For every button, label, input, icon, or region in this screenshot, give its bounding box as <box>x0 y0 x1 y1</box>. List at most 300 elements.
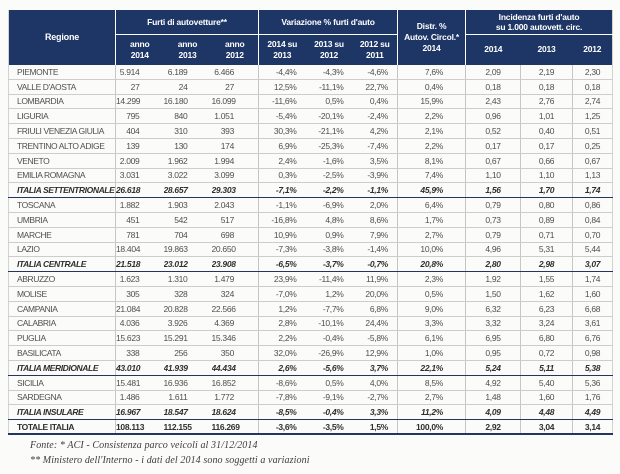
inc-2013-cell: 1,70 <box>521 183 573 198</box>
inc-2014-cell: 3,32 <box>466 316 521 331</box>
inc-2014-cell: 1,92 <box>466 272 521 287</box>
var-2012-2011-cell: 24,4% <box>353 316 398 331</box>
region-name-cell: ITALIA MERIDIONALE <box>9 360 116 375</box>
inc-2013-cell: 3,04 <box>521 420 573 435</box>
column-group-incidenza <box>466 10 613 35</box>
var-2014-2013-cell: 12,5% <box>259 79 306 94</box>
column-group-variazione: Variazione % furti d'auto <box>259 10 398 35</box>
inc-2014-cell: 1,50 <box>466 286 521 301</box>
var-2014-2013-cell: -3,6% <box>259 420 306 435</box>
table-row <box>9 301 613 316</box>
inc-2014-cell: 2,43 <box>466 94 521 109</box>
distr-2014-cell: 1,0% <box>398 346 466 361</box>
var-2013-2012-cell: -1,6% <box>306 153 353 168</box>
var-2012-2011-cell: -1,4% <box>353 242 398 257</box>
inc-2012-cell: 3,61 <box>573 316 613 331</box>
furti-2012-cell: 116.269 <box>212 420 259 435</box>
region-name-cell: MARCHE <box>9 227 116 242</box>
inc-2014-cell: 0,79 <box>466 198 521 213</box>
table-row <box>9 257 613 272</box>
distr-2014-cell: 2,7% <box>398 390 466 405</box>
inc-2013-cell: 1,55 <box>521 272 573 287</box>
var-2012-2011-cell: 3,7% <box>353 360 398 375</box>
furti-2013-cell: 328 <box>164 286 212 301</box>
inc-2013-cell: 5,40 <box>521 375 573 390</box>
region-name-cell: LOMBARDIA <box>9 94 116 109</box>
var-2014-2013-cell: -8,5% <box>259 405 306 420</box>
table-row <box>9 65 613 80</box>
inc-2013-cell: 4,48 <box>521 405 573 420</box>
var-2012-2011-cell: 3,3% <box>353 405 398 420</box>
furti-2012-cell: 4.369 <box>212 316 259 331</box>
column-header-inc-2014: 2014 <box>466 35 521 65</box>
furti-2012-cell: 27 <box>212 79 259 94</box>
furti-2013-cell: 3.926 <box>164 316 212 331</box>
inc-2014-cell: 4,92 <box>466 375 521 390</box>
table-row <box>9 375 613 390</box>
var-2014-2013-cell: 2,8% <box>259 316 306 331</box>
var-2012-2011-cell: 1,5% <box>353 420 398 435</box>
distr-2014-cell: 2,2% <box>398 109 466 124</box>
var-2012-2011-cell: -0,7% <box>353 257 398 272</box>
distr-2014-cell: 100,0% <box>398 420 466 435</box>
inc-2012-cell: 0,86 <box>573 198 613 213</box>
var-2013-2012-cell: -6,9% <box>306 198 353 213</box>
region-name-cell: TOSCANA <box>9 198 116 213</box>
furti-2014-cell: 21.084 <box>116 301 164 316</box>
inc-2012-cell: 0,67 <box>573 153 613 168</box>
table-row <box>9 360 613 375</box>
var-2014-2013-cell: 2,2% <box>259 331 306 346</box>
inc-2014-cell: 0,96 <box>466 109 521 124</box>
var-2012-2011-cell: -7,4% <box>353 138 398 153</box>
inc-2014-cell: 6,95 <box>466 331 521 346</box>
distr-2014-cell: 45,9% <box>398 183 466 198</box>
inc-2013-cell: 0,40 <box>521 124 573 139</box>
furti-2013-cell: 24 <box>164 79 212 94</box>
inc-2013-cell: 2,98 <box>521 257 573 272</box>
var-2014-2013-cell: 2,4% <box>259 153 306 168</box>
inc-2012-cell: 0,98 <box>573 346 613 361</box>
inc-2013-cell: 0,72 <box>521 346 573 361</box>
inc-2012-cell: 4,49 <box>573 405 613 420</box>
furti-2012-cell: 44.434 <box>212 360 259 375</box>
inc-2014-cell: 4,09 <box>466 405 521 420</box>
distr-2014-cell: 7,4% <box>398 168 466 183</box>
var-2013-2012-cell: 1,2% <box>306 286 353 301</box>
furti-2013-cell: 6.189 <box>164 65 212 80</box>
furti-2012-cell: 16.852 <box>212 375 259 390</box>
inc-2012-cell: 5,36 <box>573 375 613 390</box>
furti-2013-cell: 16.936 <box>164 375 212 390</box>
incidenza-line-1: Incidenza furti d'auto <box>498 12 580 22</box>
var-2013-2012-cell: 4,8% <box>306 212 353 227</box>
table-row <box>9 198 613 213</box>
table-row <box>9 420 613 435</box>
footnote-line-2: ** Ministero dell'Interno - i dati del 2014 sono soggetti a variazioni <box>30 454 310 466</box>
var-2014-2013-cell: 6,9% <box>259 138 306 153</box>
var-2014-2013-cell: -11,6% <box>259 94 306 109</box>
inc-2014-cell: 2,92 <box>466 420 521 435</box>
inc-2013-cell: 5,31 <box>521 242 573 257</box>
inc-2013-cell: 2,76 <box>521 94 573 109</box>
column-header-inc-2012: 2012 <box>573 35 613 65</box>
table-row <box>9 212 613 227</box>
distr-line-1: Distr. % <box>416 21 447 32</box>
region-name-cell: VALLE D'AOSTA <box>9 79 116 94</box>
furti-2012-cell: 6.466 <box>212 65 259 80</box>
inc-2013-cell: 0,89 <box>521 212 573 227</box>
furti-2014-cell: 108.113 <box>116 420 164 435</box>
furti-2012-cell: 1.772 <box>212 390 259 405</box>
region-name-cell: LIGURIA <box>9 109 116 124</box>
inc-2012-cell: 0,84 <box>573 212 613 227</box>
furti-2014-cell: 21.518 <box>116 257 164 272</box>
furti-2012-cell: 324 <box>212 286 259 301</box>
furti-2013-cell: 704 <box>164 227 212 242</box>
furti-2014-cell: 404 <box>116 124 164 139</box>
var-2013-2012-cell: -0,4% <box>306 405 353 420</box>
furti-2014-cell: 5.914 <box>116 65 164 80</box>
furti-2012-cell: 18.624 <box>212 405 259 420</box>
furti-2013-cell: 130 <box>164 138 212 153</box>
inc-2014-cell: 0,52 <box>466 124 521 139</box>
inc-2012-cell: 0,25 <box>573 138 613 153</box>
var-2013-2012-cell: -2,5% <box>306 168 353 183</box>
furti-2012-cell: 517 <box>212 212 259 227</box>
var-2012-2011-cell: -4,6% <box>353 65 398 80</box>
var-2013-2012-cell: 0,5% <box>306 94 353 109</box>
inc-2013-cell: 0,18 <box>521 79 573 94</box>
inc-2014-cell: 2,09 <box>466 65 521 80</box>
inc-2012-cell: 2,30 <box>573 65 613 80</box>
region-name-cell: TOTALE ITALIA <box>9 420 116 435</box>
furti-2014-cell: 795 <box>116 109 164 124</box>
distr-2014-cell: 7,6% <box>398 65 466 80</box>
distr-2014-cell: 10,0% <box>398 242 466 257</box>
inc-2013-cell: 6,80 <box>521 331 573 346</box>
var-2014-2013-cell: 10,9% <box>259 227 306 242</box>
inc-2013-cell: 2,19 <box>521 65 573 80</box>
furti-2014-cell: 15.623 <box>116 331 164 346</box>
table-row <box>9 331 613 346</box>
furti-2012-cell: 16.099 <box>212 94 259 109</box>
furti-2014-cell: 781 <box>116 227 164 242</box>
var-2012-2011-cell: -5,8% <box>353 331 398 346</box>
distr-2014-cell: 20,8% <box>398 257 466 272</box>
furti-2012-cell: 20.650 <box>212 242 259 257</box>
furti-2013-cell: 1.962 <box>164 153 212 168</box>
inc-2012-cell: 5,38 <box>573 360 613 375</box>
var-2013-2012-cell: 0,5% <box>306 375 353 390</box>
region-name-cell: EMILIA ROMAGNA <box>9 168 116 183</box>
distr-2014-cell: 2,7% <box>398 227 466 242</box>
region-name-cell: LAZIO <box>9 242 116 257</box>
var-2013-2012-cell: -3,7% <box>306 257 353 272</box>
distr-2014-cell: 6,4% <box>398 198 466 213</box>
furti-2012-cell: 1.994 <box>212 153 259 168</box>
column-header-furti-2013: anno 2013 <box>164 35 212 65</box>
region-name-cell: UMBRIA <box>9 212 116 227</box>
var-2013-2012-cell: -7,7% <box>306 301 353 316</box>
furti-2012-cell: 3.099 <box>212 168 259 183</box>
source-footnote <box>30 439 310 468</box>
table-row <box>9 109 613 124</box>
furti-2013-cell: 310 <box>164 124 212 139</box>
furti-2014-cell: 15.481 <box>116 375 164 390</box>
column-header-furti-2014: anno 2014 <box>116 35 164 65</box>
inc-2012-cell: 2,74 <box>573 94 613 109</box>
var-2012-2011-cell: -3,9% <box>353 168 398 183</box>
furti-2013-cell: 15.291 <box>164 331 212 346</box>
table-row <box>9 286 613 301</box>
column-header-inc-2013: 2013 <box>521 35 573 65</box>
inc-2013-cell: 5,11 <box>521 360 573 375</box>
distr-2014-cell: 8,1% <box>398 153 466 168</box>
inc-2013-cell: 1,10 <box>521 168 573 183</box>
column-header-var-2014-2013: 2014 su 2013 <box>259 35 306 65</box>
furti-2012-cell: 350 <box>212 346 259 361</box>
inc-2012-cell: 1,74 <box>573 272 613 287</box>
var-2012-2011-cell: -2,7% <box>353 390 398 405</box>
table-row <box>9 79 613 94</box>
region-name-cell: PIEMONTE <box>9 65 116 80</box>
table-row <box>9 242 613 257</box>
inc-2013-cell: 0,80 <box>521 198 573 213</box>
region-name-cell: ITALIA CENTRALE <box>9 257 116 272</box>
furti-2014-cell: 43.010 <box>116 360 164 375</box>
var-2012-2011-cell: 7,9% <box>353 227 398 242</box>
furti-2014-cell: 4.036 <box>116 316 164 331</box>
table-row <box>9 138 613 153</box>
var-2014-2013-cell: -6,5% <box>259 257 306 272</box>
furti-2013-cell: 18.547 <box>164 405 212 420</box>
var-2013-2012-cell: -5,6% <box>306 360 353 375</box>
table-row <box>9 153 613 168</box>
var-2013-2012-cell: -0,4% <box>306 331 353 346</box>
furti-2012-cell: 15.346 <box>212 331 259 346</box>
furti-2013-cell: 23.012 <box>164 257 212 272</box>
column-group-furti: Furti di autovetture** <box>116 10 259 35</box>
furti-2014-cell: 1.882 <box>116 198 164 213</box>
furti-2013-cell: 3.022 <box>164 168 212 183</box>
table-row <box>9 227 613 242</box>
distr-2014-cell: 0,5% <box>398 286 466 301</box>
distr-2014-cell: 3,3% <box>398 316 466 331</box>
inc-2014-cell: 4,96 <box>466 242 521 257</box>
var-2014-2013-cell: -7,8% <box>259 390 306 405</box>
var-2013-2012-cell: -26,9% <box>306 346 353 361</box>
furti-2013-cell: 840 <box>164 109 212 124</box>
var-2014-2013-cell: 30,3% <box>259 124 306 139</box>
var-2012-2011-cell: -1,1% <box>353 183 398 198</box>
var-2013-2012-cell: 0,9% <box>306 227 353 242</box>
furti-2014-cell: 18.404 <box>116 242 164 257</box>
inc-2012-cell: 1,60 <box>573 286 613 301</box>
region-name-cell: BASILICATA <box>9 346 116 361</box>
var-2012-2011-cell: 4,0% <box>353 375 398 390</box>
column-header-var-2013-2012: 2013 su 2012 <box>306 35 353 65</box>
car-theft-table <box>8 10 613 435</box>
region-name-cell: SARDEGNA <box>9 390 116 405</box>
furti-2014-cell: 451 <box>116 212 164 227</box>
distr-2014-cell: 2,2% <box>398 138 466 153</box>
furti-2014-cell: 139 <box>116 138 164 153</box>
inc-2012-cell: 1,74 <box>573 183 613 198</box>
distr-2014-cell: 22,1% <box>398 360 466 375</box>
region-name-cell: CAMPANIA <box>9 301 116 316</box>
region-name-cell: PUGLIA <box>9 331 116 346</box>
var-2012-2011-cell: 8,6% <box>353 212 398 227</box>
var-2014-2013-cell: -8,6% <box>259 375 306 390</box>
furti-2014-cell: 26.618 <box>116 183 164 198</box>
inc-2012-cell: 1,25 <box>573 109 613 124</box>
distr-line-3: 2014 <box>422 42 441 53</box>
var-2014-2013-cell: 0,3% <box>259 168 306 183</box>
var-2014-2013-cell: -7,0% <box>259 286 306 301</box>
var-2012-2011-cell: 0,4% <box>353 94 398 109</box>
incidenza-line-2: su 1.000 autovett. circ. <box>495 22 583 32</box>
table-row <box>9 183 613 198</box>
furti-2013-cell: 542 <box>164 212 212 227</box>
furti-2014-cell: 27 <box>116 79 164 94</box>
var-2013-2012-cell: -4,3% <box>306 65 353 80</box>
distr-2014-cell: 1,7% <box>398 212 466 227</box>
distr-2014-cell: 15,9% <box>398 94 466 109</box>
inc-2012-cell: 0,18 <box>573 79 613 94</box>
var-2012-2011-cell: 4,2% <box>353 124 398 139</box>
var-2014-2013-cell: 2,6% <box>259 360 306 375</box>
furti-2014-cell: 3.031 <box>116 168 164 183</box>
distr-2014-cell: 0,4% <box>398 79 466 94</box>
var-2014-2013-cell: 32,0% <box>259 346 306 361</box>
distr-line-2: Autov. Circol.* <box>404 31 459 42</box>
var-2014-2013-cell: 1,2% <box>259 301 306 316</box>
table-body <box>9 65 613 435</box>
inc-2012-cell: 6,68 <box>573 301 613 316</box>
distr-2014-cell: 6,1% <box>398 331 466 346</box>
inc-2012-cell: 3,07 <box>573 257 613 272</box>
furti-2013-cell: 16.180 <box>164 94 212 109</box>
inc-2012-cell: 0,51 <box>573 124 613 139</box>
region-name-cell: ITALIA SETTENTRIONALE <box>9 183 116 198</box>
furti-2012-cell: 174 <box>212 138 259 153</box>
inc-2014-cell: 1,56 <box>466 183 521 198</box>
var-2014-2013-cell: -4,4% <box>259 65 306 80</box>
inc-2014-cell: 0,17 <box>466 138 521 153</box>
inc-2012-cell: 5,44 <box>573 242 613 257</box>
var-2014-2013-cell: -1,1% <box>259 198 306 213</box>
inc-2014-cell: 6,32 <box>466 301 521 316</box>
inc-2013-cell: 1,01 <box>521 109 573 124</box>
inc-2012-cell: 3,14 <box>573 420 613 435</box>
var-2014-2013-cell: -7,1% <box>259 183 306 198</box>
inc-2013-cell: 6,23 <box>521 301 573 316</box>
furti-2013-cell: 256 <box>164 346 212 361</box>
furti-2012-cell: 1.051 <box>212 109 259 124</box>
region-name-cell: VENETO <box>9 153 116 168</box>
inc-2013-cell: 0,17 <box>521 138 573 153</box>
var-2014-2013-cell: 23,9% <box>259 272 306 287</box>
table-row <box>9 168 613 183</box>
furti-2012-cell: 393 <box>212 124 259 139</box>
inc-2013-cell: 0,66 <box>521 153 573 168</box>
inc-2014-cell: 1,10 <box>466 168 521 183</box>
var-2014-2013-cell: -16,8% <box>259 212 306 227</box>
region-name-cell: SICILIA <box>9 375 116 390</box>
var-2013-2012-cell: -11,1% <box>306 79 353 94</box>
footnote-line-1: Fonte: * ACI - Consistenza parco veicoli al 31/12/2014 <box>30 440 258 451</box>
var-2013-2012-cell: -10,1% <box>306 316 353 331</box>
table-header <box>9 10 613 65</box>
region-name-cell: CALABRIA <box>9 316 116 331</box>
var-2012-2011-cell: 2,0% <box>353 198 398 213</box>
inc-2014-cell: 0,95 <box>466 346 521 361</box>
furti-2013-cell: 19.863 <box>164 242 212 257</box>
inc-2013-cell: 0,71 <box>521 227 573 242</box>
distr-2014-cell: 11,2% <box>398 405 466 420</box>
inc-2013-cell: 1,62 <box>521 286 573 301</box>
furti-2014-cell: 2.009 <box>116 153 164 168</box>
column-header-regione: Regione <box>9 10 116 65</box>
column-header-var-2012-2011: 2012 su 2011 <box>353 35 398 65</box>
inc-2012-cell: 0,70 <box>573 227 613 242</box>
table-row <box>9 390 613 405</box>
inc-2013-cell: 3,24 <box>521 316 573 331</box>
furti-2013-cell: 20.828 <box>164 301 212 316</box>
furti-2014-cell: 16.967 <box>116 405 164 420</box>
inc-2014-cell: 2,80 <box>466 257 521 272</box>
furti-2012-cell: 2.043 <box>212 198 259 213</box>
var-2014-2013-cell: -7,3% <box>259 242 306 257</box>
distr-2014-cell: 2,3% <box>398 272 466 287</box>
table-row <box>9 124 613 139</box>
inc-2012-cell: 1,76 <box>573 390 613 405</box>
column-header-furti-2012: anno 2012 <box>212 35 259 65</box>
table-row <box>9 405 613 420</box>
var-2012-2011-cell: 12,9% <box>353 346 398 361</box>
inc-2014-cell: 0,73 <box>466 212 521 227</box>
furti-2014-cell: 1.486 <box>116 390 164 405</box>
var-2013-2012-cell: -3,5% <box>306 420 353 435</box>
distr-2014-cell: 8,5% <box>398 375 466 390</box>
furti-2013-cell: 1.903 <box>164 198 212 213</box>
var-2014-2013-cell: -5,4% <box>259 109 306 124</box>
table-row <box>9 94 613 109</box>
furti-2013-cell: 1.611 <box>164 390 212 405</box>
var-2013-2012-cell: -20,1% <box>306 109 353 124</box>
column-header-distr <box>398 10 466 65</box>
var-2012-2011-cell: 3,5% <box>353 153 398 168</box>
var-2013-2012-cell: -21,1% <box>306 124 353 139</box>
var-2013-2012-cell: -3,8% <box>306 242 353 257</box>
var-2013-2012-cell: -25,3% <box>306 138 353 153</box>
furti-2014-cell: 305 <box>116 286 164 301</box>
furti-2013-cell: 28.657 <box>164 183 212 198</box>
furti-2013-cell: 1.310 <box>164 272 212 287</box>
furti-2012-cell: 29.303 <box>212 183 259 198</box>
var-2012-2011-cell: 22,7% <box>353 79 398 94</box>
var-2012-2011-cell: 20,0% <box>353 286 398 301</box>
region-name-cell: MOLISE <box>9 286 116 301</box>
inc-2014-cell: 0,79 <box>466 227 521 242</box>
furti-2014-cell: 14.299 <box>116 94 164 109</box>
inc-2014-cell: 1,48 <box>466 390 521 405</box>
inc-2012-cell: 6,76 <box>573 331 613 346</box>
var-2013-2012-cell: -2,2% <box>306 183 353 198</box>
table-row <box>9 272 613 287</box>
furti-2012-cell: 23.908 <box>212 257 259 272</box>
